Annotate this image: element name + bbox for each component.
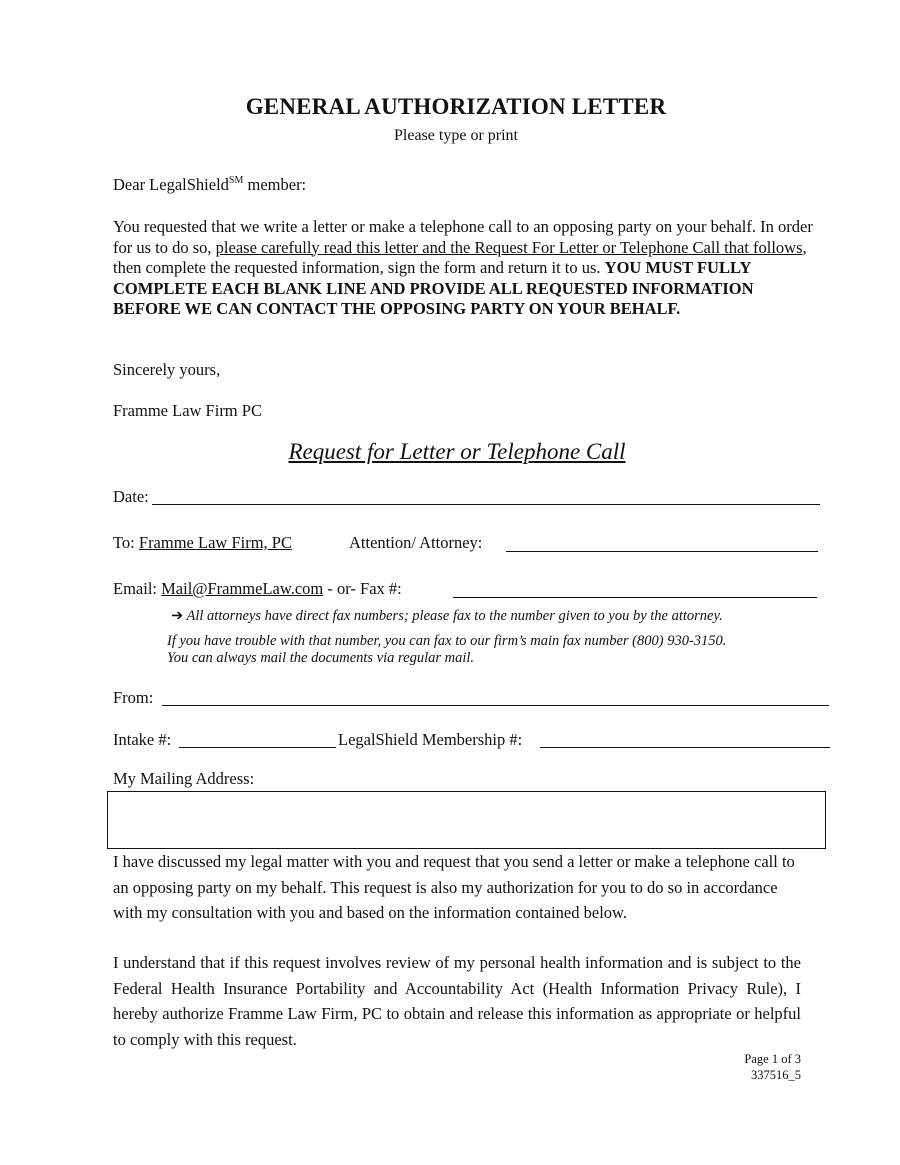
to-label: To: <box>113 533 139 552</box>
date-label: Date: <box>113 487 149 506</box>
salutation-prefix: Dear LegalShield <box>113 175 229 194</box>
fax-note-text-1: All attorneys have direct fax numbers; please fax to the number given to you by the attorney. <box>183 608 723 624</box>
signature-firm: Framme Law Firm PC <box>113 401 262 420</box>
from-field[interactable] <box>162 705 829 706</box>
to-line <box>113 533 292 553</box>
intro-text-1: You requested that we write a letter or make a telephone call to an opposing party on your behalf. In order for us to do so, <box>113 217 813 257</box>
document-id: 337516_5 <box>751 1068 801 1082</box>
mailing-address-label: My Mailing Address: <box>113 769 255 788</box>
arrow-right-icon: ➔ <box>171 608 184 624</box>
salutation <box>113 175 306 195</box>
from-label: From: <box>113 688 154 707</box>
intro-text-2: , then complete the requested information, sign the form and return it to us. <box>113 237 807 277</box>
fax-note-line-3: You can always mail the documents via regular mail. <box>167 650 475 666</box>
salutation-suffix: member: <box>243 175 307 194</box>
mailing-address-field[interactable] <box>107 791 826 849</box>
document-title: GENERAL AUTHORIZATION LETTER <box>245 94 667 119</box>
service-mark: SM <box>228 175 244 186</box>
email-label: Email: <box>113 579 162 598</box>
fax-field[interactable] <box>453 597 817 598</box>
intake-field[interactable] <box>179 747 336 748</box>
intro-bold-warning: YOU MUST FULLY COMPLETE EACH BLANK LINE AND PROVIDE ALL REQUESTED INFORMATION BEFORE WE CAN CONTACT THE OPPOSING PARTY ON YOUR BEHALF. <box>113 258 754 318</box>
fax-note-line-2: If you have trouble with that number, you can fax to our firm’s main fax number (800) 930-3150. <box>167 633 727 649</box>
intro-paragraph <box>113 217 813 320</box>
page-number: Page 1 of 3 <box>744 1052 801 1066</box>
membership-label: LegalShield Membership #: <box>338 730 523 749</box>
closing: Sincerely yours, <box>113 360 221 379</box>
fax-label: - or- Fax #: <box>323 579 402 598</box>
attention-label: Attention/ Attorney: <box>349 533 483 552</box>
membership-field[interactable] <box>540 747 830 748</box>
to-value: Framme Law Firm, PC <box>138 533 292 552</box>
hipaa-paragraph: I understand that if this request involves review of my personal health information and is subject to the Federal Health Insurance Portability and Accountability Act (Health Information Privacy Rule), I hereby authorize Framme Law Firm, PC to obtain and release this information as appropriate or helpful to comply with this request. <box>113 953 801 1049</box>
email-link[interactable]: Mail@FrammeLaw.com <box>161 579 324 598</box>
request-title: Request for Letter or Telephone Call <box>288 439 626 464</box>
intro-underlined-text: please carefully read this letter and the Request For Letter or Telephone Call that follows <box>215 237 803 257</box>
date-field[interactable] <box>152 504 820 505</box>
attention-field[interactable] <box>506 551 818 552</box>
document-subtitle: Please type or print <box>394 127 518 144</box>
authorization-paragraph: I have discussed my legal matter with you and request that you send a letter or make a telephone call to an opposing party on my behalf. This request is also my authorization for you to do so in accordance with my consultation with you and based on the information contained below. <box>113 852 795 922</box>
fax-note-line-1 <box>171 608 723 625</box>
email-line <box>113 579 402 599</box>
intake-label: Intake #: <box>113 730 172 749</box>
